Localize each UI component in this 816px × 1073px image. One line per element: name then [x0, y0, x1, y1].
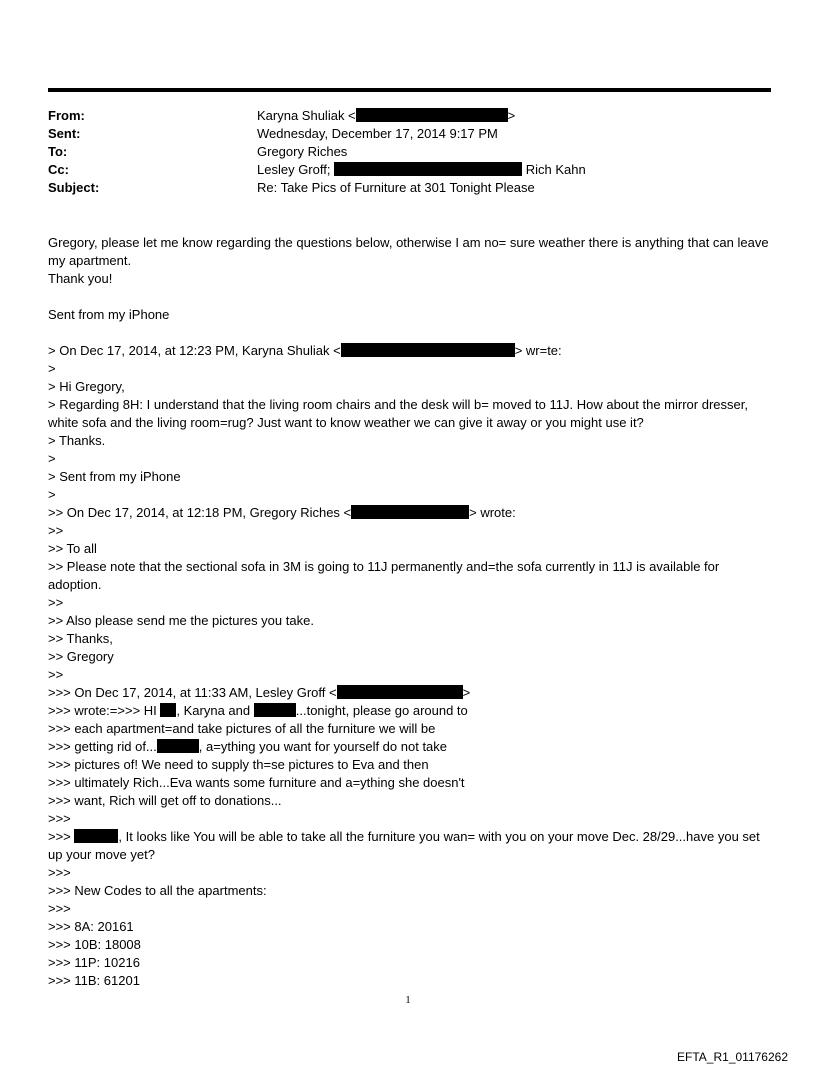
quote3-line-3a: >>> getting rid of... — [48, 739, 157, 754]
quote1-header-post: > wr=te: — [514, 343, 562, 358]
subject-label: Subject: — [48, 180, 100, 195]
from-close: > — [507, 108, 516, 123]
quote1-thanks: > Thanks. — [48, 433, 106, 448]
redaction-box — [254, 703, 296, 717]
quote3-line-1 — [48, 702, 468, 720]
code-line: >>> 11B: 61201 — [48, 973, 140, 988]
page-number: 1 — [405, 994, 411, 1006]
cc-label: Cc: — [48, 162, 69, 177]
quote3-line-3b: , a=ything you want for yourself do not take — [198, 739, 448, 754]
from-name: Karyna Shuliak < — [257, 108, 356, 123]
redaction-box — [337, 685, 463, 699]
quote2-to-all: >> To all — [48, 541, 97, 556]
quote3-header-post: > — [462, 685, 471, 700]
quote-blank-line: >>> — [48, 865, 71, 880]
quote2-header-post: > wrote: — [469, 505, 516, 520]
quote3-line-5: >>> ultimately Rich...Eva wants some furniture and a=ything she doesn't — [48, 775, 465, 790]
quote3-header-pre: >>> On Dec 17, 2014, at 11:33 AM, Lesley Groff < — [48, 685, 337, 700]
redaction-box — [341, 343, 515, 357]
quote3-line-1a: >>> wrote:=>>> HI — [48, 703, 157, 718]
quote-blank-line: >>> — [48, 811, 71, 826]
quote3-line-1c: ...tonight, please go around to — [295, 703, 468, 718]
sent-label: Sent: — [48, 126, 81, 141]
quote1-header-pre: > On Dec 17, 2014, at 12:23 PM, Karyna Shuliak < — [48, 343, 341, 358]
quote2-signature: >> Gregory — [48, 649, 114, 664]
redaction-box — [74, 829, 118, 843]
quote2-thanks: >> Thanks, — [48, 631, 113, 646]
quote-blank-line: > — [48, 451, 56, 466]
quote-blank-line: > — [48, 361, 56, 376]
quote-blank-line: >> — [48, 595, 64, 610]
redaction-box — [351, 505, 469, 519]
quote3-paragraph-text: , It looks like You will be able to take all the furniture you wan= with you on your move Dec. 28/29...have you set up your move yet? — [48, 829, 760, 862]
code-line: >>> 10B: 18008 — [48, 937, 141, 952]
quote3-paragraph — [48, 828, 770, 864]
quote-blank-line: >>> — [48, 901, 71, 916]
quote1-header — [48, 342, 562, 360]
quote2-paragraph: >> Please note that the sectional sofa in 3M is going to 11J permanently and=the sofa currently in 11J is available for adoption. — [48, 559, 720, 592]
redaction-box — [334, 162, 522, 176]
quote-blank-line: >> — [48, 523, 64, 538]
cc-name-2: Rich Kahn — [525, 162, 586, 177]
quote-blank-line: > — [48, 487, 56, 502]
quote1-paragraph: > Regarding 8H: I understand that the living room chairs and the desk will b= moved to 11J. How about the mirror dresser, white sofa and the living room=rug? Just want to know weather we can give it away or you might use it? — [48, 397, 748, 430]
quote3-header — [48, 684, 470, 702]
quote3-codes-heading: >>> New Codes to all the apartments: — [48, 883, 267, 898]
from-value — [257, 107, 515, 125]
to-label: To: — [48, 144, 68, 159]
subject-value: Re: Take Pics of Furniture at 301 Tonight Please — [257, 180, 535, 195]
quote2-send-pictures: >> Also please send me the pictures you take. — [48, 613, 314, 628]
code-line: >>> 11P: 10216 — [48, 955, 140, 970]
redaction-box — [160, 703, 176, 717]
from-label: From: — [48, 108, 85, 123]
quote3-line-6: >>> want, Rich will get off to donations... — [48, 793, 282, 808]
quote2-header — [48, 504, 516, 522]
sent-value: Wednesday, December 17, 2014 9:17 PM — [257, 126, 498, 141]
header-rule — [48, 88, 771, 92]
thanks-line: Thank you! — [48, 271, 113, 286]
quote-blank-line: >> — [48, 667, 64, 682]
body-paragraph-1: Gregory, please let me know regarding the questions below, otherwise I am no= sure weather there is anything that can leave my apartment. — [48, 235, 769, 268]
quote3-line-2: >>> each apartment=and take pictures of all the furniture we will be — [48, 721, 436, 736]
bates-number: EFTA_R1_01176262 — [677, 1050, 788, 1064]
cc-value — [257, 161, 586, 179]
quote2-header-pre: >> On Dec 17, 2014, at 12:18 PM, Gregory Riches < — [48, 505, 352, 520]
sent-from-line: Sent from my iPhone — [48, 307, 170, 322]
redaction-box — [157, 739, 199, 753]
quote1-greeting: > Hi Gregory, — [48, 379, 125, 394]
code-line: >>> 8A: 20161 — [48, 919, 134, 934]
quote3-line-1b: , Karyna and — [176, 703, 251, 718]
quote3-line-4: >>> pictures of! We need to supply th=se pictures to Eva and then — [48, 757, 429, 772]
cc-name-1: Lesley Groff; — [257, 162, 331, 177]
quote3-line-3 — [48, 738, 447, 756]
redaction-box — [356, 108, 508, 122]
to-value: Gregory Riches — [257, 144, 348, 159]
quote3-paragraph-pre: >>> — [48, 829, 71, 844]
quote1-sent-from: > Sent from my iPhone — [48, 469, 181, 484]
